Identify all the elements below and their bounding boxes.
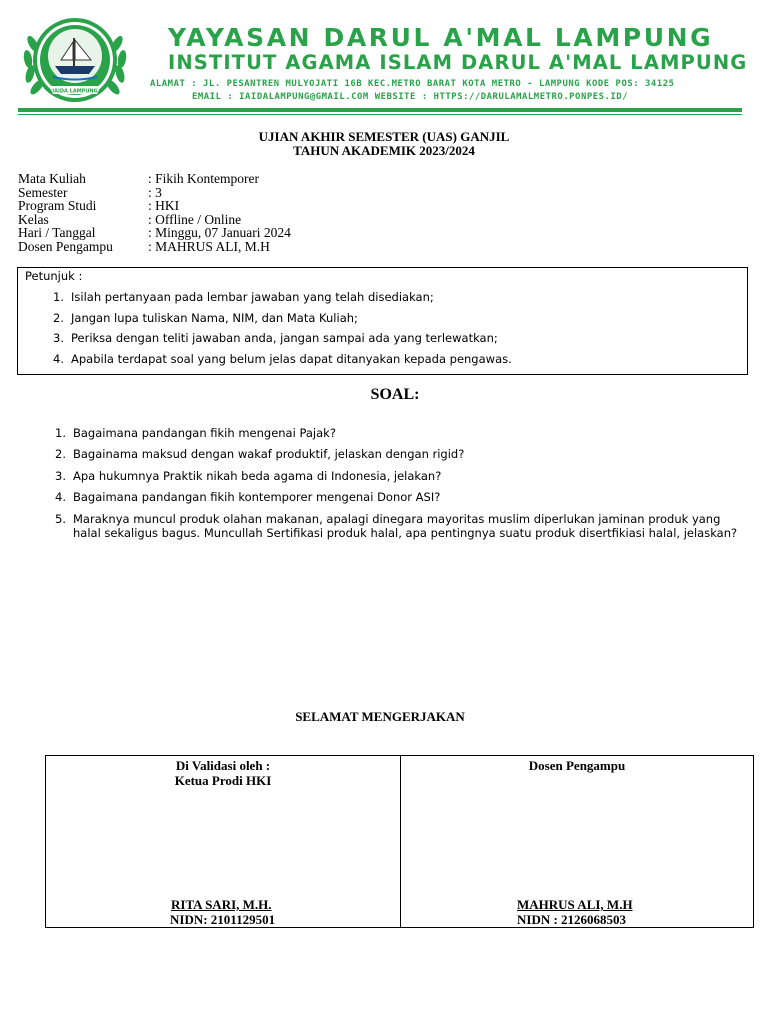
- list-text: Periksa dengan teliti jawaban anda, jangan sampai ada yang terlewatkan;: [71, 331, 498, 345]
- letterhead-divider-thin: [18, 114, 742, 115]
- signature-heading-line1: Dosen Pengampu: [528, 758, 626, 773]
- info-label: Hari / Tanggal: [18, 225, 96, 241]
- list-number: 3.: [53, 331, 64, 345]
- info-row: [18, 240, 291, 254]
- questions-list: [0, 426, 768, 547]
- list-text: Apabila terdapat soal yang belum jelas dapat ditanyakan kepada pengawas.: [71, 351, 512, 366]
- info-value: : MAHRUS ALI, M.H: [148, 238, 270, 254]
- question-number: 2.: [55, 447, 66, 462]
- letterhead-divider: [18, 108, 742, 112]
- list-item: [18, 290, 512, 311]
- signatory-nidn: NIDN : 2126068503: [517, 912, 627, 927]
- institute-address: ALAMAT : JL. PESANTREN MULYOJATI 16B KEC.METRO BARAT KOTA METRO - LAMPUNG KODE POS: 34125: [150, 79, 675, 89]
- info-row: [18, 226, 291, 240]
- instructions-list: [18, 290, 512, 372]
- foundation-name: YAYASAN DARUL A'MAL LAMPUNG: [168, 23, 714, 52]
- info-label: Semester: [18, 184, 68, 200]
- logo-caption: IAIDA LAMPUNG: [52, 88, 98, 95]
- exam-title: [0, 130, 768, 158]
- question-number: 3.: [55, 468, 66, 483]
- signatory-name: RITA SARI, M.H.: [171, 897, 272, 912]
- info-row: [18, 199, 291, 213]
- closing-text: SELAMAT MENGERJAKAN: [295, 709, 465, 724]
- info-label: Mata Kuliah: [18, 171, 86, 186]
- question-item: [0, 512, 768, 540]
- instructions-title: Petunjuk :: [25, 269, 83, 283]
- info-value: : Minggu, 07 Januari 2024: [148, 225, 291, 241]
- letterhead: [0, 0, 768, 120]
- signature-heading-line2: Ketua Prodi HKI: [174, 773, 272, 788]
- course-info: [18, 172, 291, 254]
- signature-heading: [46, 758, 400, 788]
- institute-name: INSTITUT AGAMA ISLAM DARUL A'MAL LAMPUNG: [168, 51, 748, 74]
- institute-contact: EMAIL : IAIDALAMPUNG@GMAIL.COM WEBSITE : HTTPS://DARULAMALMETRO.PONPES.ID/: [192, 92, 629, 102]
- list-item: [18, 352, 512, 373]
- signatory-nidn: NIDN: 2101129501: [170, 912, 276, 927]
- list-text: Jangan lupa tuliskan Nama, NIM, dan Mata Kuliah;: [71, 310, 358, 325]
- signature-lecturer: [401, 756, 753, 927]
- exam-title-line2: TAHUN AKADEMIK 2023/2024: [293, 143, 475, 158]
- info-value: : Offline / Online: [148, 211, 242, 227]
- question-number: 5.: [55, 511, 66, 526]
- info-value: : 3: [148, 184, 162, 200]
- list-number: 2.: [53, 310, 64, 325]
- question-item: [0, 469, 768, 483]
- info-row: [18, 186, 291, 200]
- question-text: Maraknya muncul produk olahan makanan, apalagi dinegara mayoritas muslim diperlukan jaminan produk yang halal sekaligus bagus. Muncullah Sertifikasi produk halal, apa pentingnya suatu produk disertfikiasi halal, jelaskan?: [73, 511, 738, 540]
- list-item: [18, 311, 512, 332]
- list-number: 1.: [53, 290, 64, 304]
- info-label: Kelas: [18, 211, 49, 227]
- info-label: Program Studi: [18, 198, 97, 214]
- question-item: [0, 490, 768, 504]
- questions-title: SOAL:: [370, 386, 420, 403]
- question-item: [0, 447, 768, 461]
- info-value: : Fikih Kontemporer: [148, 171, 259, 186]
- info-row: [18, 172, 291, 186]
- question-text: Apa hukumnya Praktik nikah beda agama di Indonesia, jelakan?: [73, 468, 442, 483]
- institute-logo-icon: [19, 14, 131, 106]
- info-row: [18, 213, 291, 227]
- info-label: Dosen Pengampu: [18, 238, 113, 254]
- question-item: [0, 426, 768, 440]
- signature-heading: [401, 758, 753, 773]
- info-value: : HKI: [148, 198, 180, 214]
- signature-table: [45, 755, 754, 928]
- list-item: [18, 331, 512, 352]
- list-text: Isilah pertanyaan pada lembar jawaban yang telah disediakan;: [71, 290, 434, 304]
- list-number: 4.: [53, 351, 64, 366]
- question-number: 1.: [55, 426, 66, 440]
- signatory-name: MAHRUS ALI, M.H: [517, 897, 633, 912]
- instructions-box: [17, 267, 748, 375]
- question-number: 4.: [55, 490, 66, 505]
- question-text: Bagaimana pandangan fikih mengenai Pajak?: [73, 426, 336, 440]
- question-text: Bagaimana pandangan fikih kontemporer mengenai Donor ASI?: [73, 490, 441, 505]
- question-text: Bagainama maksud dengan wakaf produktif, jelaskan dengan rigid?: [73, 447, 465, 462]
- signature-heading-line1: Di Validasi oleh :: [175, 758, 271, 773]
- signature-validator: [46, 756, 401, 927]
- exam-title-line1: UJIAN AKHIR SEMESTER (UAS) GANJIL: [258, 129, 510, 144]
